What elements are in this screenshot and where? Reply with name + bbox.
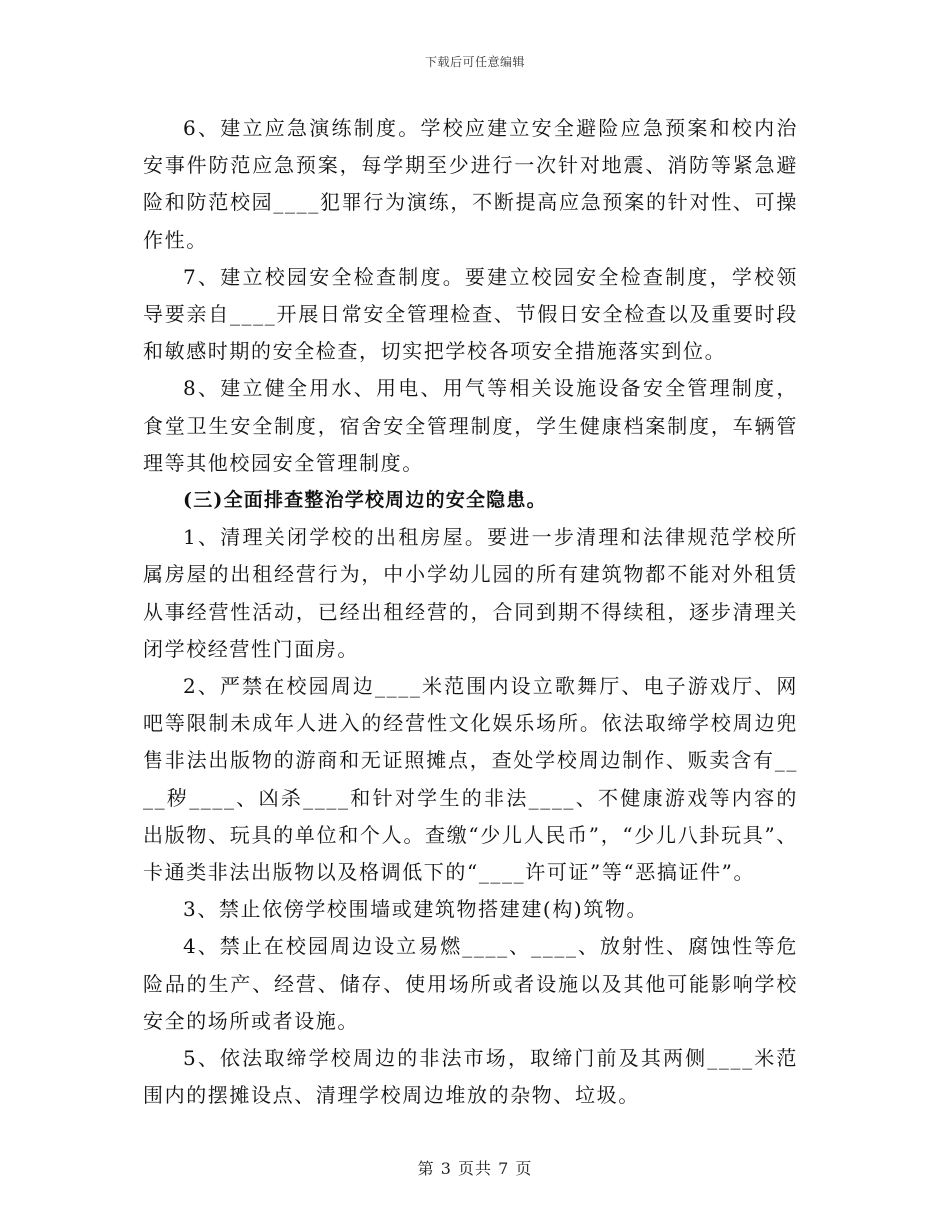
page-header-note: 下载后可任意编辑 <box>424 55 525 69</box>
section-paragraph-3: 3、禁止依傍学校围墙或建筑物搭建建(构)筑物。 <box>183 897 649 922</box>
paragraph-item-6: 6、建立应急演练制度。学校应建立安全避险应急预案和校内治安事件防范应急预案，每学期至少进行一次针对地震、消防等紧急避险和防范校园____犯罪行为演练，不断提高应急预案的针对性、可操作性。 <box>143 116 798 252</box>
page-number: 第 3 页共 7 页 <box>417 1159 533 1178</box>
section-paragraph-4: 4、禁止在校园周边设立易燃____、____、放射性、腐蚀性等危险品的生产、经营、储存、使用场所或者设施以及其他可能影响学校安全的场所或者设施。 <box>143 934 798 1033</box>
section-paragraph-1: 1、清理关闭学校的出租房屋。要进一步清理和法律规范学校所属房屋的出租经营行为，中小学幼儿园的所有建筑物都不能对外租赁从事经营性活动，已经出租经营的，合同到期不得续租，逐步清理关闭学校经营性门面房。 <box>143 525 798 661</box>
document-body <box>143 110 798 1114</box>
section-paragraph-5: 5、依法取缔学校周边的非法市场，取缔门前及其两侧____米范围内的摆摊设点、清理学校周边堆放的杂物、垃圾。 <box>143 1046 798 1108</box>
paragraph-item-7: 7、建立校园安全检查制度。要建立校园安全检查制度，学校领导要亲自____开展日常安全管理检查、节假日安全检查以及重要时段和敏感时期的安全检查，切实把学校各项安全措施落实到位。 <box>143 264 798 364</box>
section-heading: (三)全面排查整治学校周边的安全隐患。 <box>183 489 547 512</box>
paragraph-item-8: 8、建立健全用水、用电、用气等相关设施设备安全管理制度，食堂卫生安全制度，宿舍安全管理制度，学生健康档案制度，车辆管理等其他校园安全管理制度。 <box>143 376 798 475</box>
section-paragraph-2: 2、严禁在校园周边____米范围内设立歌舞厅、电子游戏厅、网吧等限制未成年人进入的经营性文化娱乐场所。依法取缔学校周边兜售非法出版物的游商和无证照摊点，查处学校周边制作、贩卖含有____秽____、凶杀____和针对学生的非法____、不健康游戏等内容的出版物、玩具的单位和个人。查缴“少儿人民币”，“少儿八卦玩具”、卡通类非法出版物以及格调低下的“____许可证”等“恶搞证件”。 <box>143 674 798 885</box>
